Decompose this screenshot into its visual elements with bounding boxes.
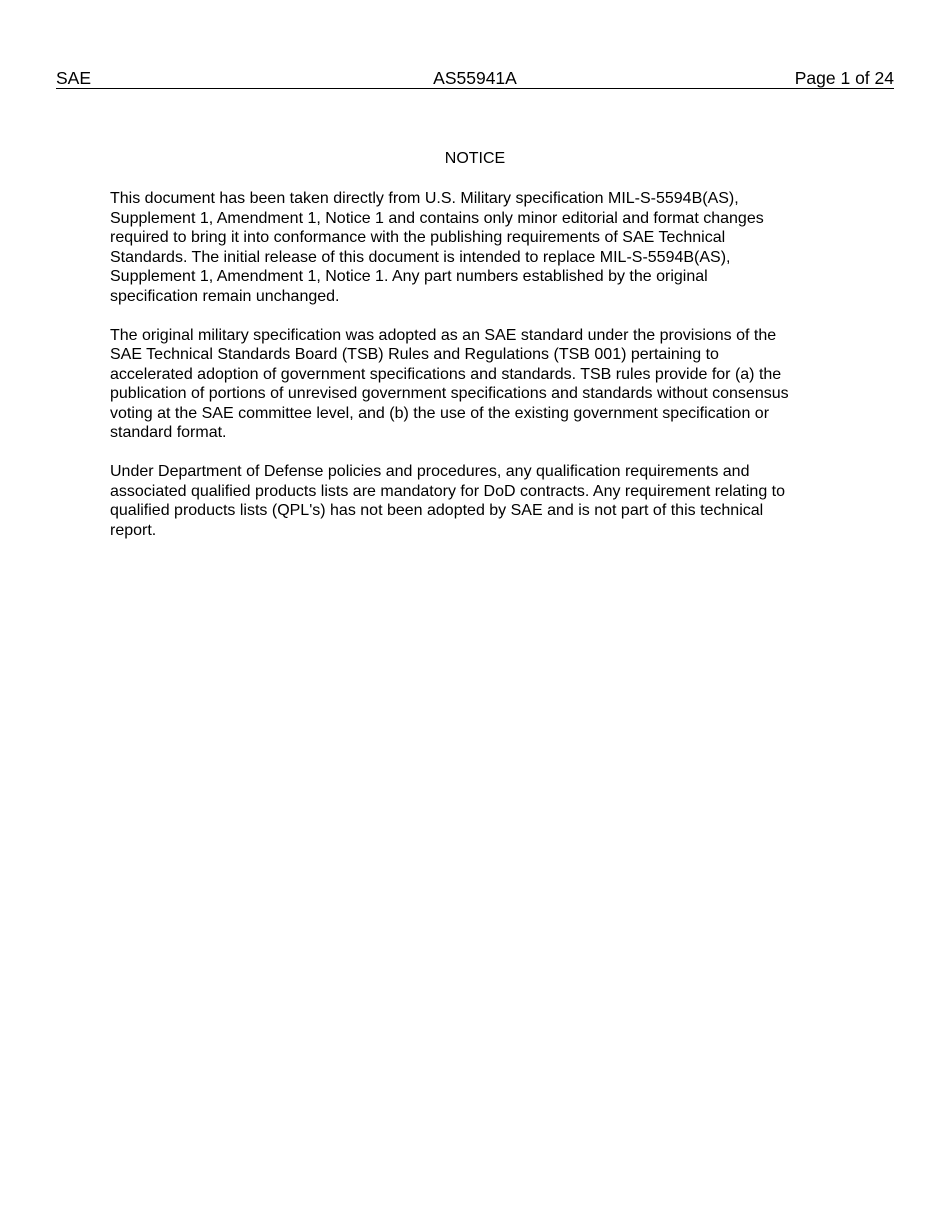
- notice-paragraph-1: This document has been taken directly from U.S. Military specification MIL-S-5594B(AS), Supplement 1, Amendment 1, Notice 1 and contains only minor editorial and format changes required to bring it into conformance with the publishing requirements of SAE Technical Standards. The initial release of this document is intended to replace MIL-S-5594B(AS), Supplement 1, Amendment 1, Notice 1. Any part numbers established by the original specification remain unchanged.: [110, 190, 764, 305]
- notice-title: NOTICE: [444, 150, 506, 167]
- header-page-number: Page 1 of 24: [794, 68, 894, 88]
- notice-body: [110, 189, 850, 560]
- header-document-number: AS55941A: [433, 68, 517, 88]
- page-header: [56, 68, 894, 89]
- notice-paragraph-3: Under Department of Defense policies and procedures, any qualification requirements and associated qualified products lists are mandatory for DoD contracts. Any requirement relating to qualified products lists (QPL's) has not been adopted by SAE and is not part of this technical report.: [110, 463, 785, 539]
- notice-paragraph-2: The original military specification was adopted as an SAE standard under the provisions of the SAE Technical Standards Board (TSB) Rules and Regulations (TSB 001) pertaining to accelerated adoption of government specifications and standards. TSB rules provide for (a) the publication of portions of unrevised government specifications and standards without consensus voting at the SAE committee level, and (b) the use of the existing government specification or standard format.: [110, 326, 789, 441]
- header-organization: SAE: [56, 68, 92, 88]
